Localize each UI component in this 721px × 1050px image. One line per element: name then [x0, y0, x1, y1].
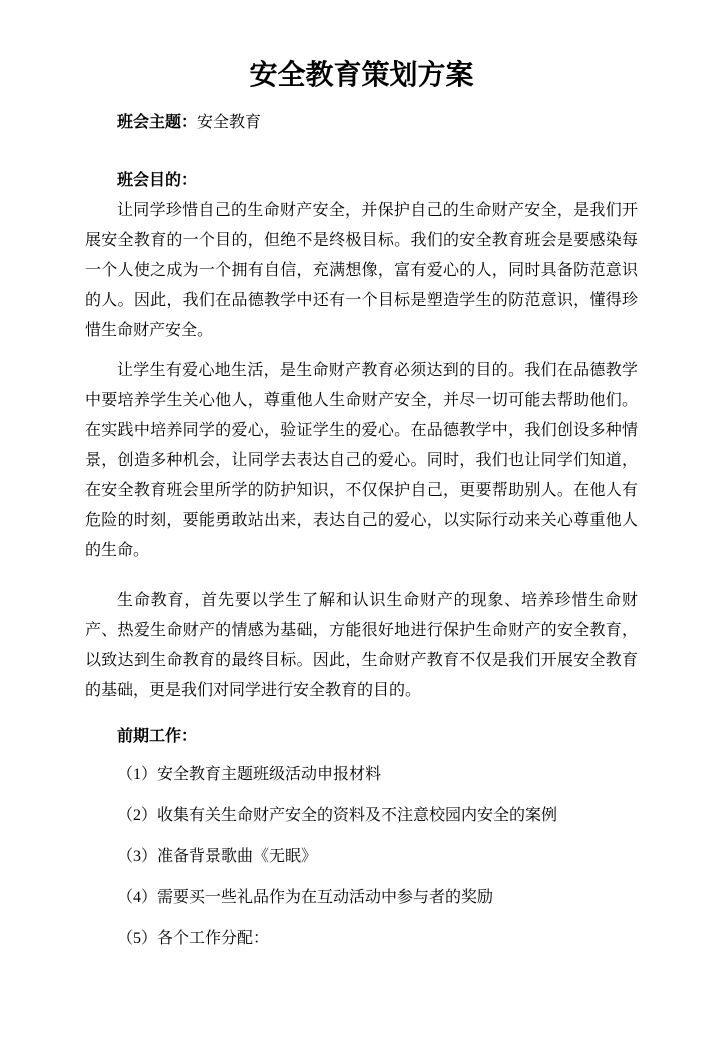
purpose-paragraph-3: 生命教育，首先要以学生了解和认识生命财产的现象、培养珍惜生命财产、热爱生命财产的情感为基础，方能很好地进行保护生命财产的安全教育，以致达到生命教育的最终目标。因此，生命财产教育不仅是我们开展安全教育的基础，更是我们对同学进行安全教育的目的。	[85, 592, 638, 699]
prework-item-5: （5）各个工作分配：	[117, 930, 270, 947]
prework-list	[85, 760, 638, 954]
meeting-theme-label: 班会主题：	[117, 114, 198, 131]
prework-heading: 前期工作：	[117, 728, 198, 745]
purpose-paragraph-2: 让学生有爱心地生活，是生命财产教育必须达到的目的。我们在品德教学中要培养学生关心他人，尊重他人生命财产安全，并尽一切可能去帮助他们。在实践中培养同学的爱心，验证学生的爱心。在品德教学中，我们创设多种情景，创造多种机会，让同学去表达自己的爱心。同时，我们也让同学们知道，在安全教育班会里所学的防护知识，不仅保护自己，更要帮助别人。在他人有危险的时刻，要能勇敢站出来，表达自己的爱心，以实际行动来关心尊重他人的生命。	[85, 362, 638, 559]
document-title: 安全教育策划方案	[249, 60, 474, 91]
prework-item-3: （3）准备背景歌曲《无眠》	[117, 848, 318, 865]
purpose-paragraph-1: 让同学珍惜自己的生命财产安全，并保护自己的生命财产安全，是我们开展安全教育的一个目的，但绝不是终极目标。我们的安全教育班会是要感染每一个人使之成为一个拥有自信，充满想像，富有爱心的人，同时具备防范意识的人。因此，我们在品德教学中还有一个目标是塑造学生的防范意识，懂得珍惜生命财产安全。	[85, 202, 638, 339]
purpose-heading: 班会目的：	[117, 172, 198, 189]
prework-item-4: （4）需要买一些礼品作为在互动活动中参与者的奖励	[117, 889, 494, 906]
meeting-theme-value: 安全教育	[197, 114, 262, 131]
prework-item-2: （2）收集有关生命财产安全的资料及不注意校园内安全的案例	[117, 807, 558, 824]
prework-item-1: （1）安全教育主题班级活动申报材料	[117, 766, 382, 783]
meeting-theme-line	[85, 108, 638, 138]
